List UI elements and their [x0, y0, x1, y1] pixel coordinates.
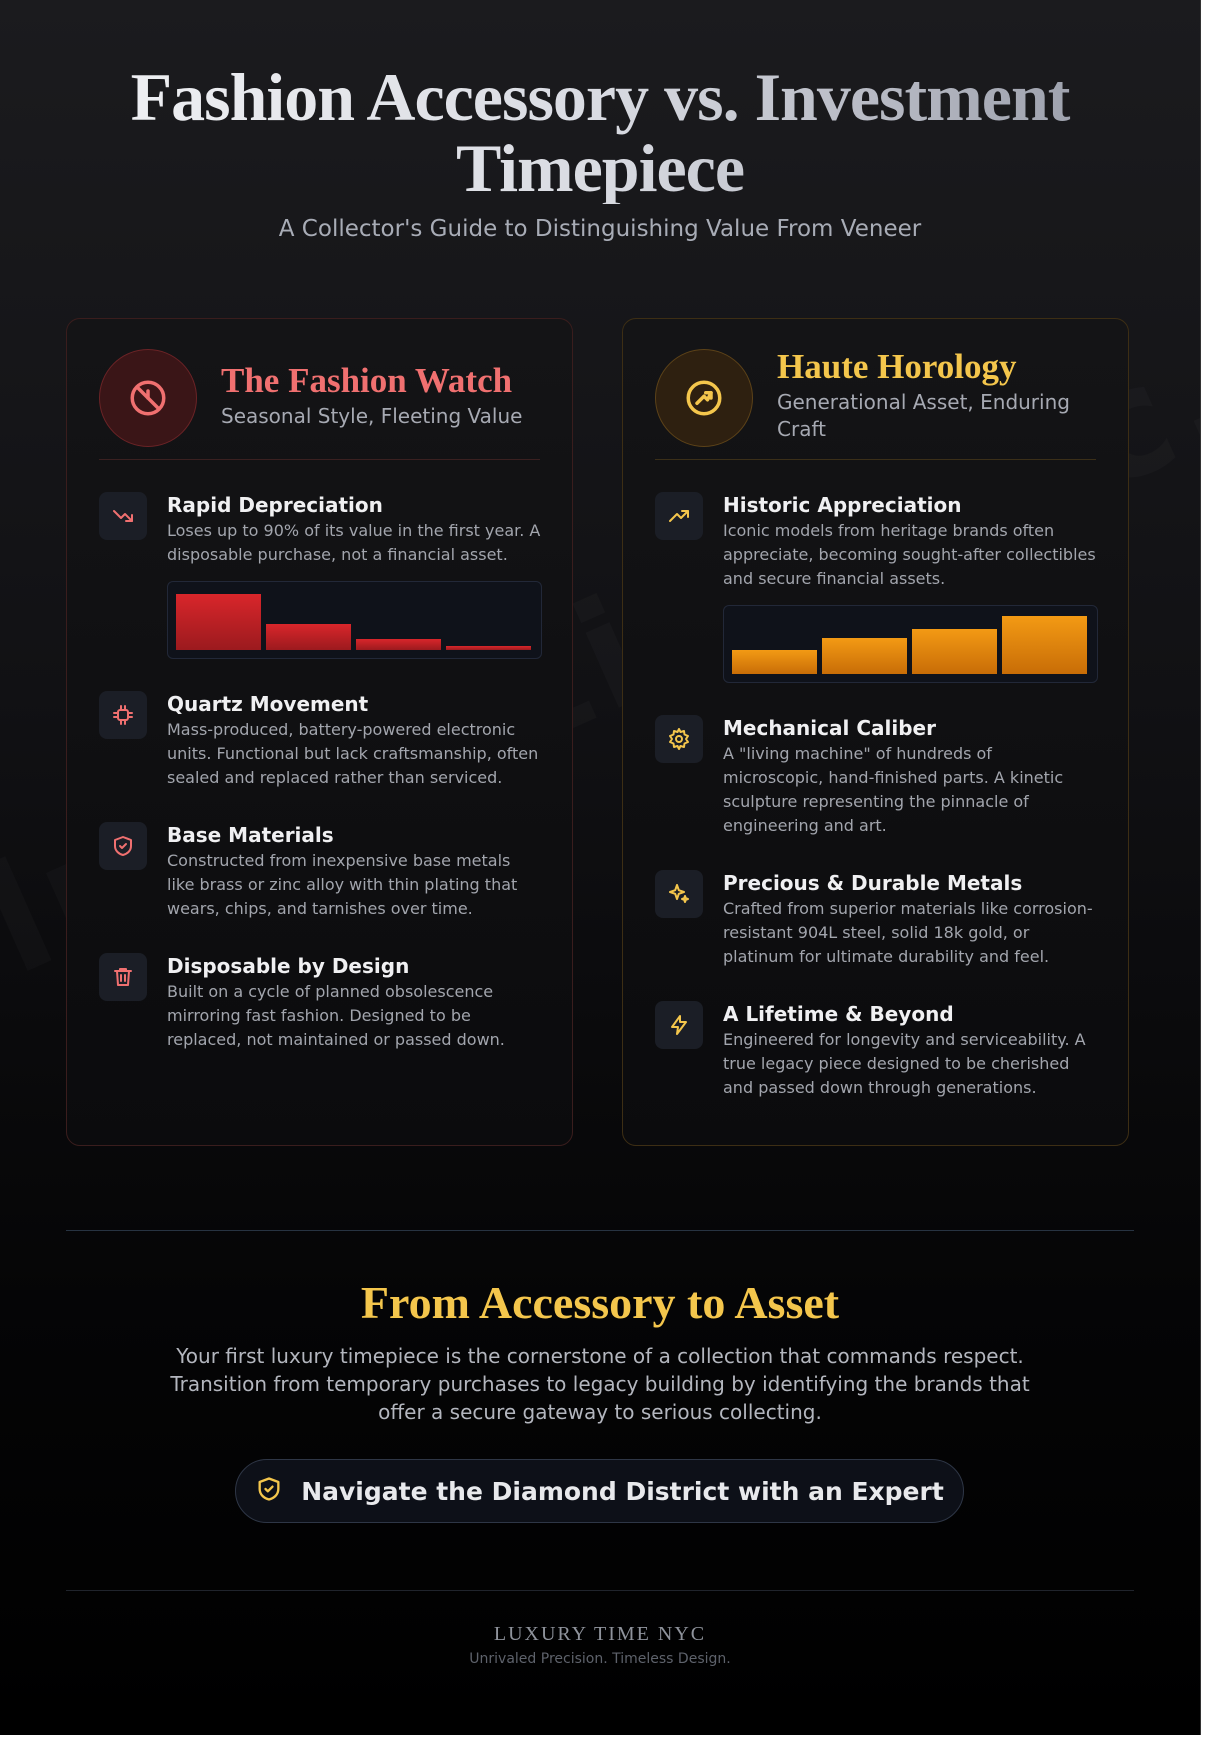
- chart-bar: [1002, 616, 1087, 674]
- shield-icon: [99, 822, 147, 870]
- chart-bar: [732, 650, 817, 674]
- ban-icon: [99, 349, 197, 447]
- gear-icon: [655, 715, 703, 763]
- feature-item: [99, 953, 540, 1052]
- cta-text: Your first luxury timepiece is the cornerstone of a collection that commands respect. Transition from temporary purchases to legacy building by identifying the brands that offer a secure gateway to serious collecting.: [170, 1344, 1030, 1424]
- expert-cta-button[interactable]: [235, 1459, 964, 1523]
- feature-title: Quartz Movement: [167, 692, 369, 716]
- shield-check-icon: [255, 1475, 283, 1507]
- chart-bar: [356, 639, 441, 650]
- comparison-cards: [66, 318, 1129, 1146]
- feature-title: Disposable by Design: [167, 954, 410, 978]
- card-title: Haute Horology: [777, 347, 1017, 386]
- haute-horology-card: [622, 318, 1129, 1146]
- feature-title: Precious & Durable Metals: [723, 871, 1023, 895]
- footer-tagline: Unrivaled Precision. Timeless Design.: [469, 1651, 731, 1667]
- chart-bar: [446, 646, 531, 650]
- feature-description: Mass-produced, battery-powered electronic units. Functional but lack craftsmanship, often sealed and replaced rather than serviced.: [167, 720, 539, 787]
- feature-item: [655, 715, 1096, 838]
- chart-bar: [176, 594, 261, 650]
- feature-item: [99, 822, 540, 921]
- sparkles-icon: [655, 870, 703, 918]
- feature-item: [655, 492, 1096, 683]
- chart-bar: [822, 638, 907, 674]
- page-title: Fashion Accessory vs. Investment Timepiece: [0, 0, 1200, 204]
- feature-description: A "living machine" of hundreds of microscopic, hand-finished parts. A kinetic sculpture representing the pinnacle of engineering and art.: [723, 744, 1064, 835]
- feature-title: Base Materials: [167, 823, 334, 847]
- trending-down-icon: [99, 492, 147, 540]
- card-header: [655, 349, 1096, 460]
- section-divider: [66, 1230, 1134, 1231]
- appreciation-chart: [723, 605, 1098, 683]
- feature-description: Engineered for longevity and serviceability. A true legacy piece designed to be cherished and passed down through generations.: [723, 1030, 1086, 1097]
- lightning-icon: [655, 1001, 703, 1049]
- gem-badge-icon: [655, 349, 753, 447]
- footer-brand: LUXURY TIME NYC: [493, 1623, 707, 1645]
- feature-item: [655, 870, 1096, 969]
- feature-title: A Lifetime & Beyond: [723, 1002, 954, 1026]
- page-subtitle: A Collector's Guide to Distinguishing Value From Veneer: [278, 216, 922, 242]
- depreciation-chart: [167, 581, 542, 659]
- feature-title: Historic Appreciation: [723, 493, 962, 517]
- feature-description: Built on a cycle of planned obsolescence mirroring fast fashion. Designed to be replaced, not maintained or passed down.: [167, 982, 505, 1049]
- card-subtitle: Generational Asset, Enduring Craft: [777, 390, 1070, 441]
- cta-button-label: Navigate the Diamond District with an Expert: [301, 1476, 944, 1506]
- fashion-watch-card: [66, 318, 573, 1146]
- feature-item: [99, 492, 540, 659]
- feature-description: Constructed from inexpensive base metals like brass or zinc alloy with thin plating that wears, chips, and tarnishes over time.: [167, 851, 518, 918]
- card-subtitle: Seasonal Style, Fleeting Value: [221, 404, 523, 428]
- card-header: [99, 349, 540, 460]
- trending-up-icon: [655, 492, 703, 540]
- cta-title: From Accessory to Asset: [360, 1277, 840, 1328]
- card-title: The Fashion Watch: [221, 361, 513, 400]
- chart-bar: [912, 629, 997, 674]
- feature-description: Loses up to 90% of its value in the first year. A disposable purchase, not a financial asset.: [167, 521, 541, 564]
- footer-divider: [66, 1590, 1134, 1591]
- feature-title: Mechanical Caliber: [723, 716, 936, 740]
- feature-title: Rapid Depreciation: [167, 493, 383, 517]
- feature-item: [99, 691, 540, 790]
- feature-description: Iconic models from heritage brands often appreciate, becoming sought-after collectibles and secure financial assets.: [723, 521, 1096, 588]
- trash-icon: [99, 953, 147, 1001]
- chart-bar: [266, 624, 351, 650]
- chip-icon: [99, 691, 147, 739]
- feature-item: [655, 1001, 1096, 1100]
- feature-description: Crafted from superior materials like corrosion-resistant 904L steel, solid 18k gold, or platinum for ultimate durability and feel.: [723, 899, 1093, 966]
